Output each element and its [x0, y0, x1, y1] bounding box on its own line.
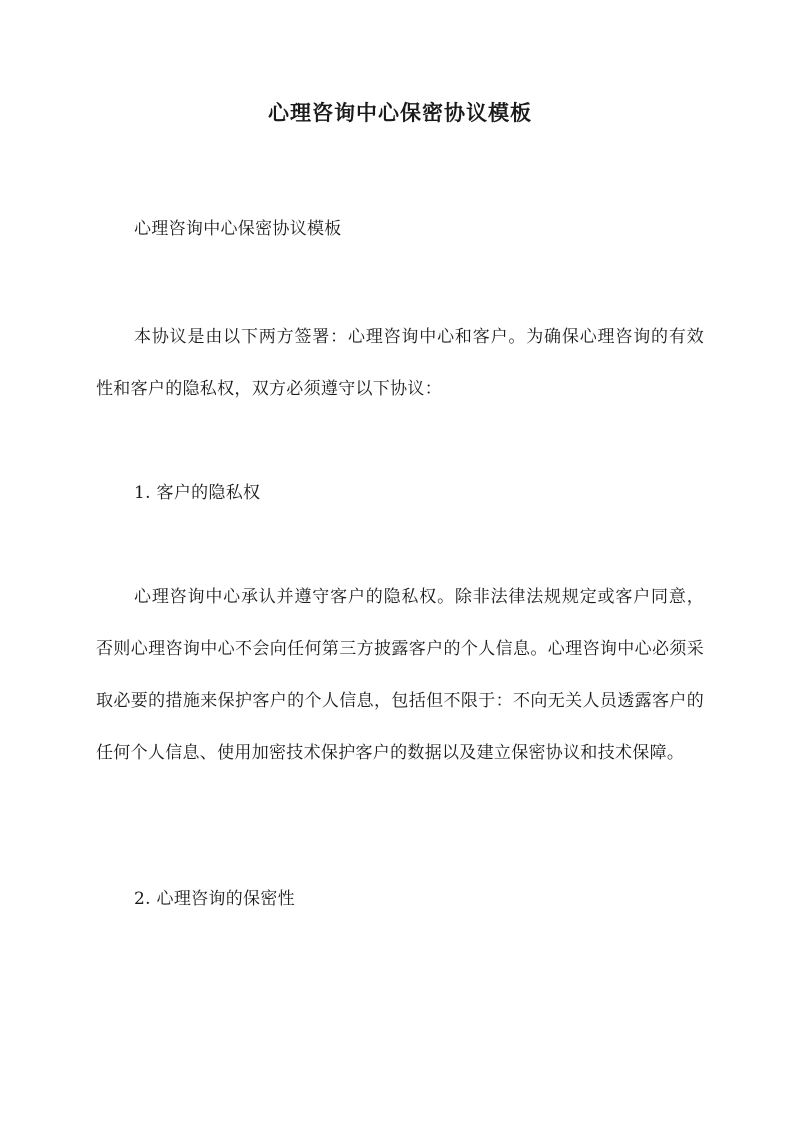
section-heading-confidentiality: 2. 心理咨询的保密性 — [134, 889, 295, 909]
section-heading-privacy: 1. 客户的隐私权 — [134, 483, 261, 503]
document-title: 心理咨询中心保密协议模板 — [268, 100, 532, 125]
document-subtitle: 心理咨询中心保密协议模板 — [134, 219, 342, 239]
intro-paragraph: 本协议是由以下两方签署：心理咨询中心和客户。为确保心理咨询的有效性和客户的隐私权，双方必须遵守以下协议： — [96, 327, 704, 399]
section-body-privacy: 心理咨询中心承认并遵守客户的隐私权。除非法律法规规定或客户同意，否则心理咨询中心不会向任何第三方披露客户的个人信息。心理咨询中心必须采取必要的措施来保护客户的个人信息，包括但不限于：不向无关人员透露客户的任何个人信息、使用加密技术保护客户的数据以及建立保密协议和技术保障。 — [96, 587, 704, 763]
